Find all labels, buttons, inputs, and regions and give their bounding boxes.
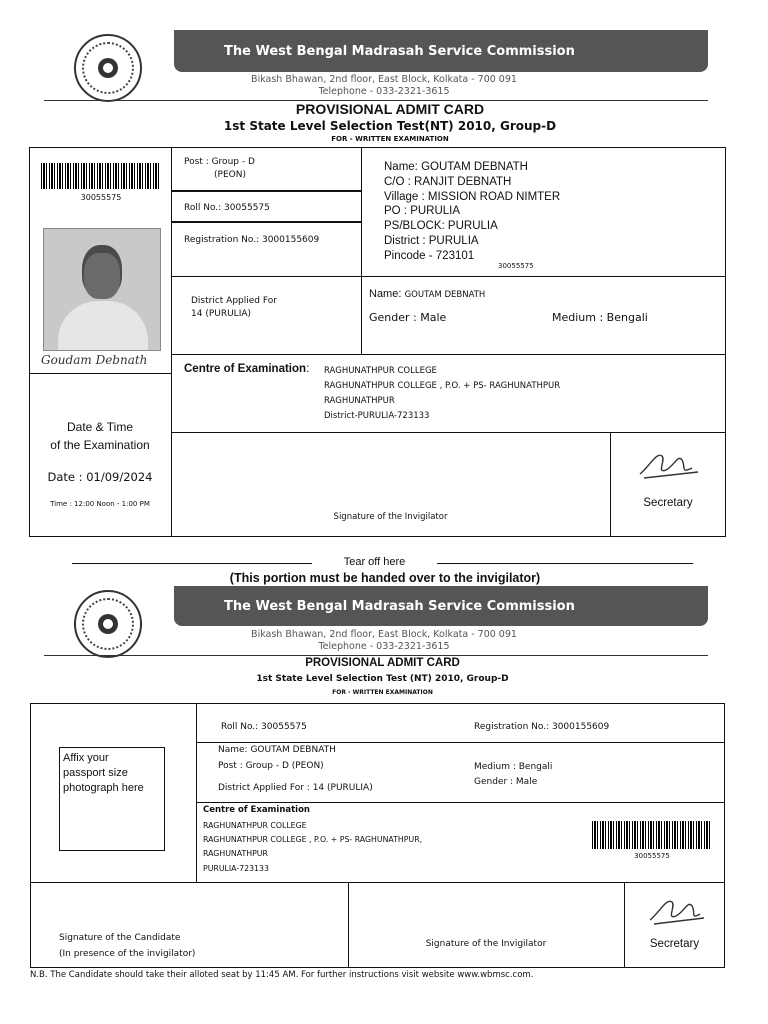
header-rule	[44, 655, 708, 656]
barcode-number: 30055575	[634, 852, 670, 860]
commission-seal	[74, 34, 142, 102]
photo-instruction: Affix your passport size photograph here	[63, 752, 144, 794]
invigilator-note: (This portion must be handed over to the invigilator)	[229, 571, 541, 585]
secretary-signature-icon	[636, 444, 702, 484]
card-title: PROVISIONAL ADMIT CARD	[305, 657, 460, 669]
registration-number: Registration No.: 3000155609	[184, 235, 320, 245]
candidate-name: Name: GOUTAM DEBNATH	[369, 288, 486, 300]
header-banner	[174, 30, 708, 72]
candidate-name: Name: GOUTAM DEBNATH	[218, 745, 336, 755]
district-applied: District Applied For 14 (PURULIA)	[191, 296, 277, 319]
card-subtitle: 1st State Level Selection Test (NT) 2010, Group-D	[256, 674, 509, 684]
invigilator-signature-label: Signature of the Invigilator	[333, 512, 448, 522]
org-name: The West Bengal Madrasah Service Commission	[224, 43, 575, 59]
header-address: Bikash Bhawan, 2nd floor, East Block, Kolkata - 700 091 Telephone - 033-2321-3615	[251, 629, 517, 652]
address-code: 30055575	[498, 262, 534, 270]
exam-type: FOR - WRITTEN EXAMINATION	[332, 689, 433, 696]
candidate-signature-label: Signature of the Candidate (In presence of the invigilator)	[59, 933, 196, 959]
post: Post : Group - D (PEON)	[218, 761, 324, 771]
invigilator-signature-label: Signature of the Invigilator	[425, 939, 547, 949]
date-time-heading: Date & Time of the Examination	[50, 420, 150, 452]
tear-off-label: Tear off here	[343, 556, 406, 568]
medium: Medium : Bengali	[474, 762, 553, 772]
medium: Medium : Bengali	[552, 311, 648, 324]
barcode	[41, 163, 161, 189]
exam-date: Date : 01/09/2024	[47, 470, 153, 484]
header-address: Bikash Bhawan, 2nd floor, East Block, Kolkata - 700 091 Telephone - 033-2321-3615	[251, 74, 517, 97]
gender: Gender : Male	[474, 777, 538, 787]
barcode-number: 30055575	[80, 193, 122, 202]
secretary-label: Secretary	[649, 938, 700, 950]
candidate-address: Name: GOUTAM DEBNATH C/O : RANJIT DEBNATH Village : MISSION ROAD NIMTER PO : PURULIA PS/BLOCK: PURULIA District : PURULIA Pincode - 723101	[384, 161, 561, 262]
exam-time: Time : 12:00 Noon - 1:00 PM	[50, 500, 150, 508]
post: Post : Group - D (PEON)	[184, 157, 255, 180]
card-subtitle: 1st State Level Selection Test(NT) 2010, Group-D	[223, 119, 557, 133]
candidate-signature: Goudam Debnath	[41, 353, 148, 367]
org-name: The West Bengal Madrasah Service Commission	[224, 598, 575, 614]
secretary-label: Secretary	[643, 497, 693, 509]
district-applied: District Applied For : 14 (PURULIA)	[218, 783, 373, 793]
candidate-photo	[43, 228, 161, 351]
barcode	[592, 821, 712, 849]
header-banner	[174, 586, 708, 626]
gender: Gender : Male	[369, 311, 447, 324]
card-title: PROVISIONAL ADMIT CARD	[295, 101, 485, 117]
exam-type: FOR - WRITTEN EXAMINATION	[331, 135, 449, 143]
footer-note: N.B. The Candidate should take their alloted seat by 11:45 AM. For further instructions visit website www.wbmsc.com.	[30, 970, 534, 980]
registration-number: Registration No.: 3000155609	[474, 722, 610, 732]
centre-label: Centre of Examination:	[184, 363, 310, 375]
centre-address: RAGHUNATHPUR COLLEGE RAGHUNATHPUR COLLEGE , P.O. + PS- RAGHUNATHPUR RAGHUNATHPUR District-PURULIA-723133	[324, 366, 561, 421]
centre-label: Centre of Examination	[203, 805, 310, 815]
roll-number: Roll No.: 30055575	[184, 203, 270, 213]
secretary-signature-icon	[646, 892, 708, 930]
centre-address: RAGHUNATHPUR COLLEGE RAGHUNATHPUR COLLEGE , P.O. + PS- RAGHUNATHPUR, RAGHUNATHPUR PURULIA-723133	[203, 821, 423, 873]
roll-number: Roll No.: 30055575	[221, 722, 307, 732]
commission-seal	[74, 590, 142, 658]
